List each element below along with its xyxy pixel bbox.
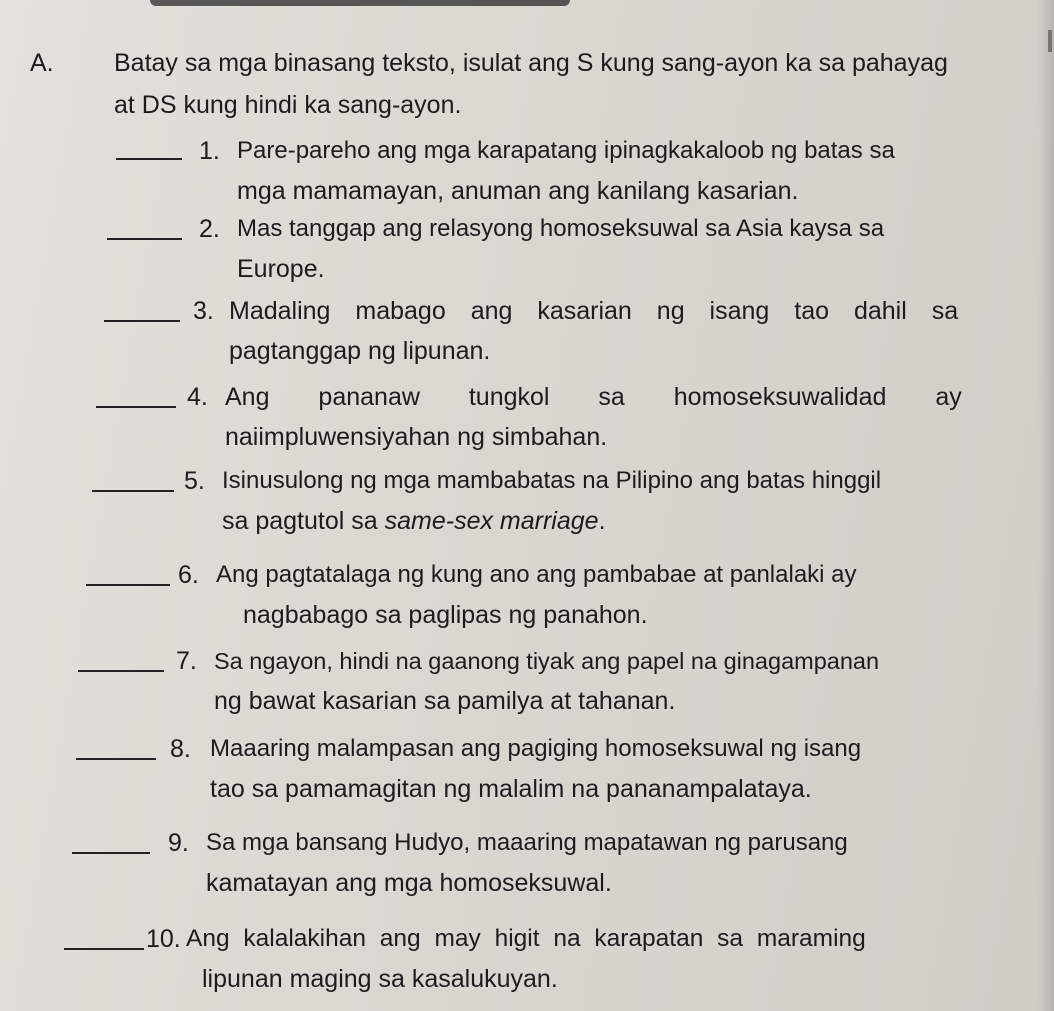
item-text-line-1: Mas tanggap ang relasyong homoseksuwal sa Asia kaysa sa	[237, 215, 885, 242]
item-number: 8.	[170, 735, 191, 763]
answer-blank-2[interactable]	[107, 238, 182, 240]
answer-blank-1[interactable]	[116, 158, 182, 160]
item-number: 1.	[199, 137, 220, 165]
item-text-line-1: Sa mga bansang Hudyo, maaaring mapatawan ng parusang	[206, 829, 848, 856]
item-text-line-2: nagbabago sa paglipas ng panahon.	[243, 601, 648, 629]
answer-blank-5[interactable]	[92, 490, 174, 492]
item-text-line-2: mga mamamayan, anuman ang kanilang kasarian.	[237, 177, 799, 205]
answer-blank-7[interactable]	[78, 670, 164, 672]
answer-blank-10[interactable]	[64, 948, 144, 950]
answer-blank-9[interactable]	[72, 852, 150, 854]
item-text-italic: same-sex marriage	[384, 507, 599, 535]
item-number: 2.	[199, 215, 220, 243]
item-text-line-1: Ang pananaw tungkol sa homoseksuwalidad ay	[225, 383, 962, 411]
item-text-line-2: lipunan maging sa kasalukuyan.	[202, 965, 558, 993]
item-text-line-2	[222, 500, 606, 542]
answer-blank-4[interactable]	[96, 406, 176, 408]
item-text: Ang kalalakihan ang may higit na karapatan sa maraming	[186, 925, 866, 952]
header-strip-decoration	[150, 0, 570, 6]
item-text-line-2: naiimpluwensiyahan ng simbahan.	[225, 423, 608, 451]
item-text-line-1: Maaaring malampasan ang pagiging homoseksuwal ng isang	[210, 735, 862, 762]
answer-blank-3[interactable]	[104, 320, 180, 322]
instruction-block	[30, 42, 1050, 126]
item-text-line-2: pagtanggap ng lipunan.	[229, 337, 491, 365]
item-text: Madaling mabago ang kasarian ng isang tao dahil sa	[229, 297, 959, 325]
item-number: 4.	[187, 383, 208, 411]
item-text-line-1: Sa ngayon, hindi na gaanong tiyak ang papel na ginagampanan	[214, 648, 880, 674]
instruction-line-2: at DS kung hindi ka sang-ayon.	[114, 91, 462, 119]
item-number: 3.	[193, 297, 214, 325]
item-number: 10.	[146, 925, 181, 953]
item-number: 9.	[168, 829, 189, 857]
item-text-line-2: Europe.	[237, 255, 325, 283]
item-text-line-2: tao sa pamamagitan ng malalim na pananampalataya.	[210, 775, 812, 803]
item-text-line-2: ng bawat kasarian sa pamilya at tahanan.	[214, 687, 676, 715]
answer-blank-8[interactable]	[76, 758, 156, 760]
item-text-line-1	[229, 290, 1025, 332]
instruction-line-1: Batay sa mga binasang teksto, isulat ang S kung sang-ayon ka sa pahayag	[114, 49, 948, 77]
item-number: 6.	[178, 561, 199, 589]
item-text: sa pagtutol sa	[222, 507, 385, 535]
item-text-line-1: Pare-pareho ang mga karapatang ipinagkakaloob ng batas sa	[237, 137, 895, 164]
section-letter: A.	[30, 49, 54, 77]
page-edge-shadow	[1038, 0, 1054, 1011]
item-text-line-1: Ang pagtatalaga ng kung ano ang pambabae at panlalaki ay	[216, 561, 857, 588]
item-number: 5.	[184, 467, 205, 495]
item-number: 7.	[176, 647, 197, 675]
item-text: .	[598, 507, 606, 535]
item-text-line-1: Isinusulong ng mga mambabatas na Pilipino ang batas hinggil	[222, 467, 882, 494]
item-text-line-2: kamatayan ang mga homoseksuwal.	[206, 869, 612, 897]
item-text-line-1	[186, 918, 1012, 960]
answer-blank-6[interactable]	[86, 584, 170, 586]
